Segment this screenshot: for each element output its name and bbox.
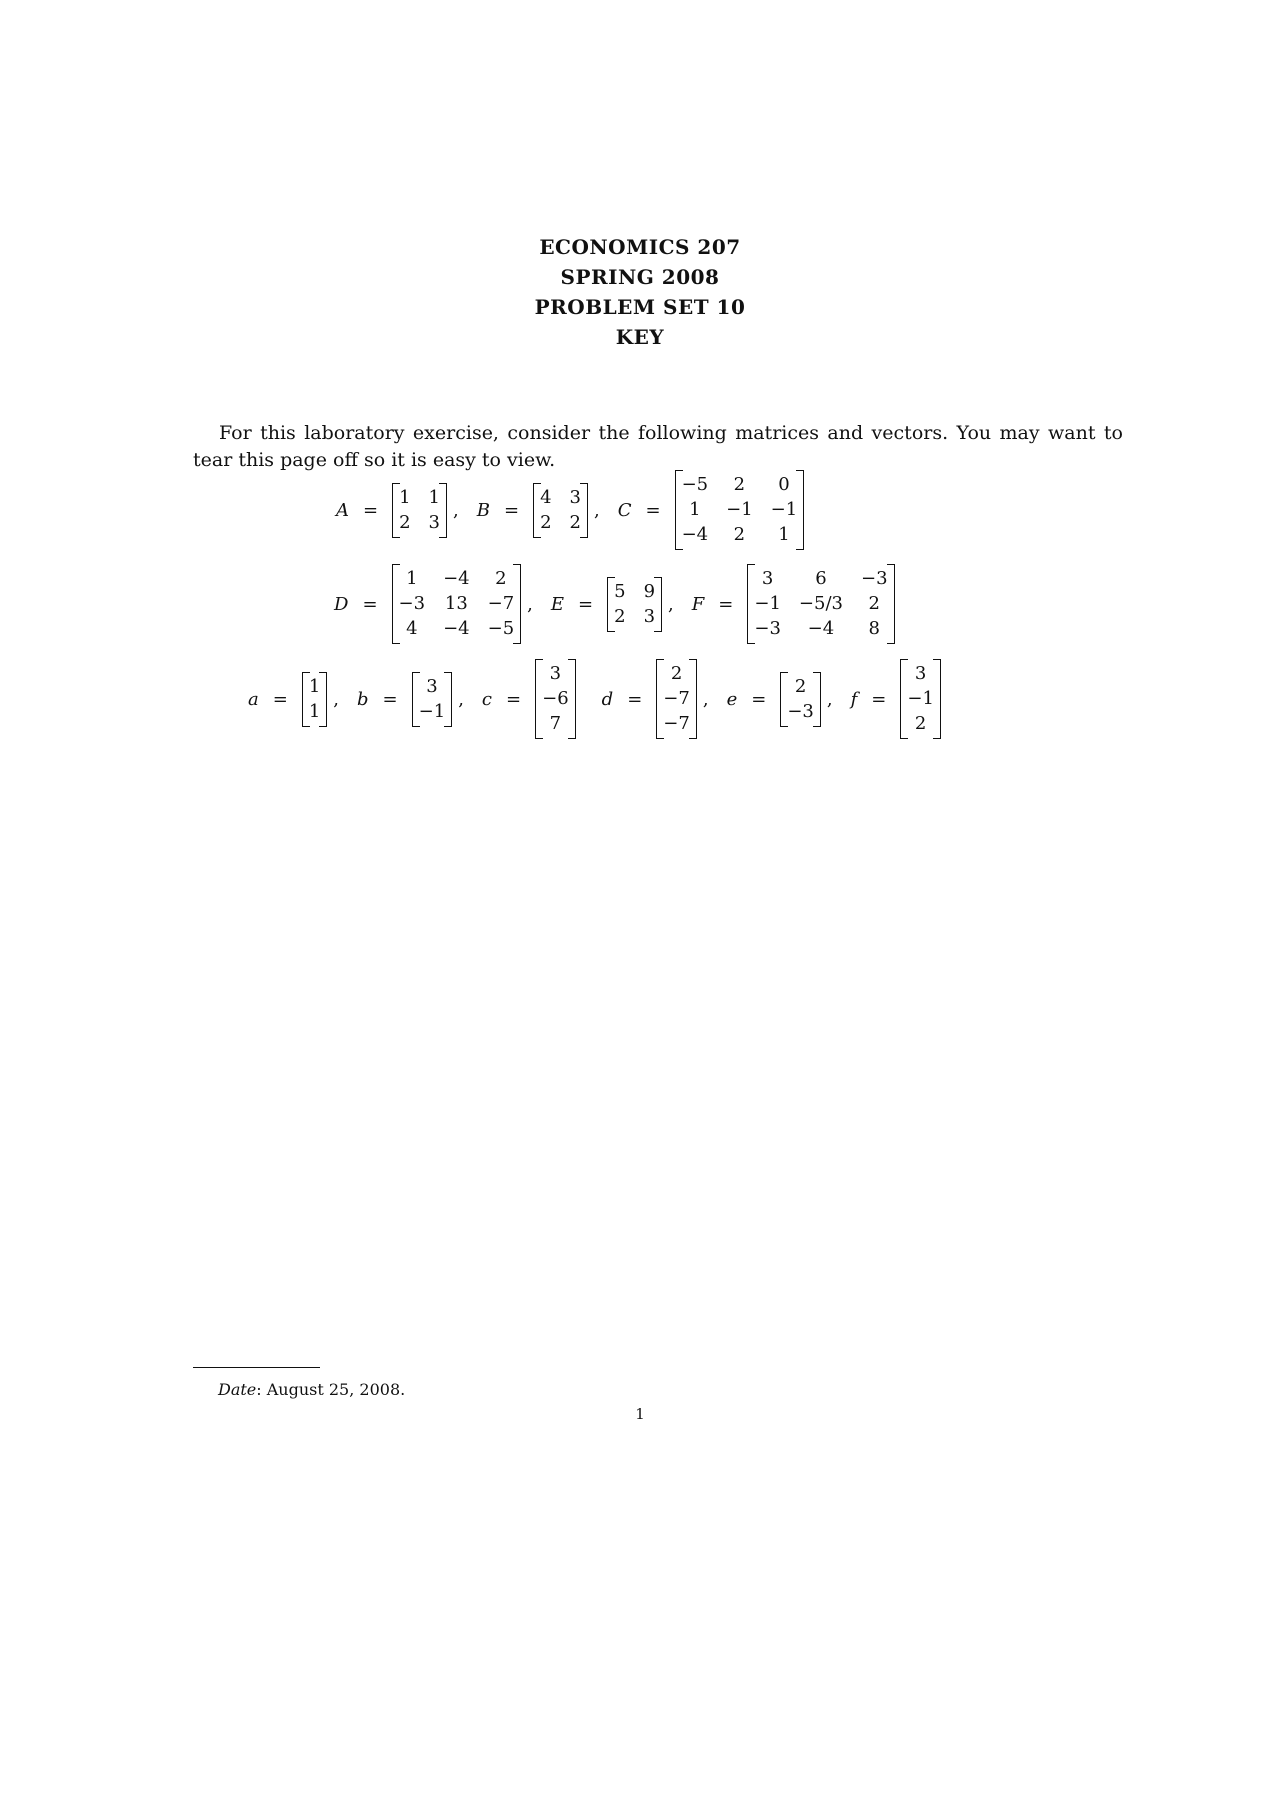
comma: , (668, 593, 674, 615)
bracket-corner (413, 726, 420, 727)
bracket-corner (796, 549, 803, 550)
course-title: ECONOMICS 207 (539, 235, 741, 259)
comma: , (826, 688, 833, 710)
matrix-A-entries (392, 483, 447, 538)
comma: , (702, 688, 709, 710)
title-block (0, 232, 1280, 352)
matrix-entry: −3 (860, 568, 888, 589)
bracket-corner (319, 726, 326, 727)
bracket-corner (901, 738, 908, 739)
vector-d-entries (656, 659, 697, 739)
matrix-entry: 6 (815, 568, 827, 589)
vector-e-entries (780, 672, 821, 727)
vector-a-name: a (248, 688, 259, 710)
matrix-B-name: B (476, 499, 490, 521)
matrix-entry: −7 (663, 688, 690, 709)
matrix-entry: 3 (761, 568, 774, 589)
bracket-corner (657, 659, 664, 660)
vector-d-name: d (601, 688, 614, 710)
vector-f-definition (851, 659, 941, 739)
matrix-C-name: C (617, 499, 632, 521)
vector-b-entries (412, 672, 453, 727)
matrix-D-entries (392, 564, 522, 644)
matrix-entry: 2 (914, 713, 927, 734)
matrix-entry: 2 (569, 511, 581, 533)
matrix-entry: −4 (443, 568, 470, 589)
bracket-corner (513, 643, 520, 644)
equals-sign: = (871, 688, 887, 710)
key-label: KEY (615, 325, 665, 349)
matrix-row-2 (334, 564, 895, 644)
vector-a-definition (248, 672, 357, 727)
matrix-entry: 3 (549, 663, 562, 684)
matrix-entry: 3 (643, 605, 656, 627)
matrix-entry: −4 (681, 524, 709, 545)
equals-sign: = (506, 688, 522, 710)
vector-row (248, 659, 941, 739)
bracket-corner (608, 631, 615, 632)
comma: , (527, 593, 533, 615)
semester: SPRING 2008 (560, 265, 720, 289)
bracket-corner (534, 483, 541, 484)
bracket-corner (608, 577, 615, 578)
intro-paragraph: For this laboratory exercise, consider the following matrices and vectors. You may want to tear this page off so it is easy to view. (193, 422, 1123, 471)
bracket-corner (393, 537, 400, 538)
bracket-corner (676, 470, 683, 471)
matrix-entry: 8 (868, 618, 880, 639)
bracket-corner (748, 564, 755, 565)
matrix-A-definition (336, 483, 477, 538)
matrix-C-entries (675, 470, 805, 550)
matrix-F-definition (692, 564, 895, 644)
bracket-corner (536, 659, 543, 660)
equals-sign: = (578, 593, 594, 615)
matrix-D-name: D (334, 593, 349, 615)
vector-e-name: e (726, 688, 738, 710)
matrix-entry: −5 (487, 618, 515, 639)
matrix-C-definition (618, 470, 805, 550)
matrix-entry: −7 (663, 713, 690, 734)
bracket-corner (534, 537, 541, 538)
vector-b-definition (357, 672, 482, 727)
footnote (218, 1380, 405, 1399)
bracket-corner (393, 483, 400, 484)
vector-d-definition (602, 659, 727, 739)
equals-sign: = (363, 499, 379, 521)
matrix-entry: −1 (907, 688, 934, 709)
footnote-label: Date (218, 1380, 257, 1399)
bracket-corner (887, 643, 894, 644)
matrix-entry: −4 (807, 618, 835, 639)
matrix-entry: −3 (787, 700, 814, 722)
vector-e-definition (727, 672, 851, 727)
equals-sign: = (503, 499, 520, 521)
matrix-entry: −6 (542, 688, 569, 709)
bracket-corner (933, 659, 940, 660)
vector-c-name: c (481, 688, 493, 710)
vector-b-name: b (357, 688, 369, 710)
bracket-corner (748, 643, 755, 644)
matrix-F-name: F (691, 593, 705, 615)
matrix-entry: −7 (487, 593, 515, 614)
bracket-corner (568, 738, 575, 739)
matrix-entry: 0 (778, 474, 790, 495)
page-number: 1 (635, 1405, 645, 1423)
matrix-E-name: E (550, 593, 565, 615)
bracket-corner (439, 537, 446, 538)
matrix-entry: −1 (726, 499, 753, 520)
matrix-F-entries (747, 564, 894, 644)
matrix-entry: 13 (444, 593, 468, 614)
matrix-entry: −5 (681, 474, 709, 495)
bracket-corner (393, 564, 400, 565)
matrix-entry: 3 (426, 675, 438, 697)
matrix-entry: −3 (754, 618, 781, 639)
matrix-D-definition (334, 564, 551, 644)
matrix-entry: 1 (308, 700, 321, 722)
matrix-entry: 2 (399, 511, 411, 533)
bracket-corner (393, 643, 400, 644)
matrix-E-definition (551, 577, 692, 632)
matrix-entry: 3 (914, 663, 927, 684)
bracket-corner (933, 738, 940, 739)
bracket-corner (887, 564, 894, 565)
matrix-entry: 2 (495, 568, 507, 589)
matrix-entry: −3 (398, 593, 426, 614)
equals-sign: = (362, 593, 378, 615)
problem-set-title: PROBLEM SET 10 (534, 295, 746, 319)
equals-sign: = (645, 499, 661, 521)
matrix-entry: 2 (670, 663, 683, 684)
matrix-entry: 1 (399, 486, 411, 508)
matrix-entry: −1 (754, 593, 781, 614)
bracket-corner (689, 738, 696, 739)
matrix-entry: −4 (443, 618, 470, 639)
equals-sign: = (718, 593, 734, 615)
matrix-entry: −1 (770, 499, 798, 520)
bracket-corner (781, 672, 788, 673)
bracket-corner (796, 470, 803, 471)
matrix-entry: 4 (540, 486, 552, 508)
matrix-entry: 1 (778, 524, 790, 545)
bracket-corner (303, 726, 310, 727)
matrix-entry: −1 (418, 700, 446, 722)
bracket-corner (413, 672, 420, 673)
comma: , (333, 688, 340, 710)
footnote-text: : August 25, 2008. (256, 1380, 406, 1399)
bracket-corner (536, 738, 543, 739)
matrix-B-entries (533, 483, 588, 538)
comma: , (453, 499, 459, 521)
vector-a-entries (302, 672, 327, 727)
bracket-corner (580, 483, 587, 484)
equals-sign: = (751, 688, 767, 710)
bracket-corner (813, 726, 820, 727)
matrix-entry: 2 (614, 605, 626, 627)
matrix-entry: 2 (540, 511, 552, 533)
matrix-entry: 3 (428, 511, 440, 533)
bracket-corner (781, 726, 788, 727)
vector-f-entries (900, 659, 941, 739)
bracket-corner (444, 672, 451, 673)
bracket-corner (580, 537, 587, 538)
bracket-corner (568, 659, 575, 660)
bracket-corner (654, 631, 661, 632)
matrix-entry: 1 (428, 486, 440, 508)
matrix-A-name: A (336, 499, 349, 521)
matrix-entry: 1 (406, 568, 418, 589)
matrix-entry: 2 (794, 675, 807, 697)
bracket-corner (513, 564, 520, 565)
matrix-row-1 (336, 470, 804, 550)
matrix-entry: 5 (614, 580, 626, 602)
bracket-corner (303, 672, 310, 673)
matrix-entry: 1 (308, 675, 321, 697)
matrix-entry: 1 (689, 499, 701, 520)
bracket-corner (901, 659, 908, 660)
vector-c-definition (482, 659, 602, 739)
bracket-corner (689, 659, 696, 660)
vector-c-entries (535, 659, 576, 739)
bracket-corner (439, 483, 446, 484)
matrix-entry: 2 (733, 474, 746, 495)
bracket-corner (676, 549, 683, 550)
equals-sign: = (382, 688, 398, 710)
matrix-entry: 2 (733, 524, 746, 545)
bracket-corner (813, 672, 820, 673)
equals-sign: = (627, 688, 643, 710)
matrix-entry: 7 (549, 713, 562, 734)
bracket-corner (657, 738, 664, 739)
footnote-rule (193, 1367, 320, 1368)
matrix-entry: 3 (569, 486, 581, 508)
equals-sign: = (272, 688, 288, 710)
matrix-B-definition (477, 483, 618, 538)
matrix-entry: 4 (406, 618, 418, 639)
bracket-corner (444, 726, 451, 727)
matrix-entry: 2 (868, 593, 880, 614)
matrix-entry: 9 (643, 580, 656, 602)
vector-f-name: f (850, 688, 858, 710)
comma: , (458, 688, 464, 710)
matrix-E-entries (607, 577, 662, 632)
bracket-corner (319, 672, 326, 673)
matrix-entry: −5/3 (798, 593, 843, 614)
comma: , (593, 499, 600, 521)
bracket-corner (654, 577, 661, 578)
